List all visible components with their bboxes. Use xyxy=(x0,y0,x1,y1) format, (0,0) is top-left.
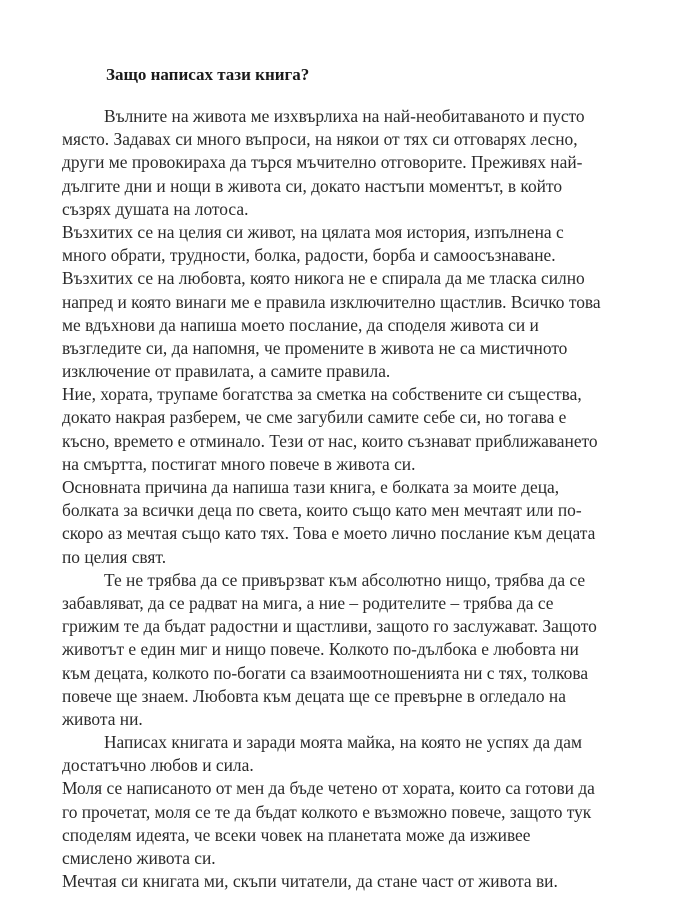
text-line: докато накрая разберем, че сме загубили самите себе си, но тогава е xyxy=(62,407,567,428)
text-line: го прочетат, моля се те да бъдат колкото е възможно повече, защото тук xyxy=(62,801,592,822)
text-line: на смъртта, постигат много повече в живота си. xyxy=(62,453,416,474)
text-line: смислено живота си. xyxy=(62,848,216,868)
text-line: животът е един миг и нищо повече. Колкото по-дълбока е любовта ни xyxy=(62,639,579,660)
text-line: съзрях душата на лотоса. xyxy=(62,198,249,219)
text-line: живота ни. xyxy=(62,708,143,729)
text-line: изключение от правилата, а самите правила. xyxy=(62,361,391,382)
text-line: Основната причина да напиша тази книга, е болката за моите деца, xyxy=(62,477,560,497)
text-line: Моля се написаното от мен да бъде четено от хората, които са готови да xyxy=(62,778,595,799)
text-line: ме вдъхнови да напиша моето послание, да споделя живота си и xyxy=(62,314,539,335)
text-line: Вълните на живота ме изхвърлиха на най-необитаваното и пусто xyxy=(104,106,585,126)
text-line: място. Задавах си много въпроси, на някои от тях си отговарях лесно, xyxy=(62,129,578,150)
text-line: повече ще знаем. Любовта към децата ще се превърне в огледало на xyxy=(62,685,566,706)
body-text xyxy=(62,105,662,893)
text-line: към децата, колкото по-богати са взаимоотношенията ни с тях, толкова xyxy=(62,662,589,683)
text-line: достатъчно любов и сила. xyxy=(62,755,254,776)
text-line: напред и която винаги ме е правила изключително щастлив. Всичко това xyxy=(62,291,601,312)
text-line: възгледите си, да напомня, че промените в живота не са мистичното xyxy=(62,337,568,358)
text-line: забавляват, да се радват на мига, а ние – родителите – трябва да се xyxy=(62,592,554,613)
text-line: грижим те да бъдат радостни и щастливи, защото го заслужават. Защото xyxy=(62,616,597,637)
text-line: Те не трябва да се привързват към абсолютно нищо, трябва да се xyxy=(104,569,586,590)
text-line: скоро аз мечтая също като тях. Това е моето лично послание към децата xyxy=(62,523,596,544)
text-line: други ме провокираха да търся мъчително отговорите. Преживях най- xyxy=(62,152,583,173)
text-line: много обрати, трудности, болка, радости, борба и самоосъзнаване. xyxy=(62,245,556,266)
text-line: Възхитих се на целия си живот, на цялата моя история, изпълнена с xyxy=(62,221,564,242)
text-line: Възхитих се на любовта, която никога не е спирала да ме тласка силно xyxy=(62,268,585,289)
text-line: по целия свят. xyxy=(62,546,167,567)
text-line: Написах книгата и заради моята майка, на която не успях да дам xyxy=(104,732,582,753)
text-line: късно, времето е отминало. Тези от нас, които съзнават приближаването xyxy=(62,430,598,451)
text-line: Ние, хората, трупаме богатства за сметка на собствените си същества, xyxy=(62,384,582,405)
page-title: Защо написах тази книга? xyxy=(106,65,310,84)
text-line: дългите дни и нощи в живота си, докато настъпи моментът, в който xyxy=(62,175,563,196)
text-line: споделям идеята, че всеки човек на планетата може да изживее xyxy=(62,824,531,845)
text-line: болката за всички деца по света, които също като мен мечтаят или по- xyxy=(62,500,582,521)
text-line: Мечтая си книгата ми, скъпи читатели, да стане част от живота ви. xyxy=(62,871,558,892)
